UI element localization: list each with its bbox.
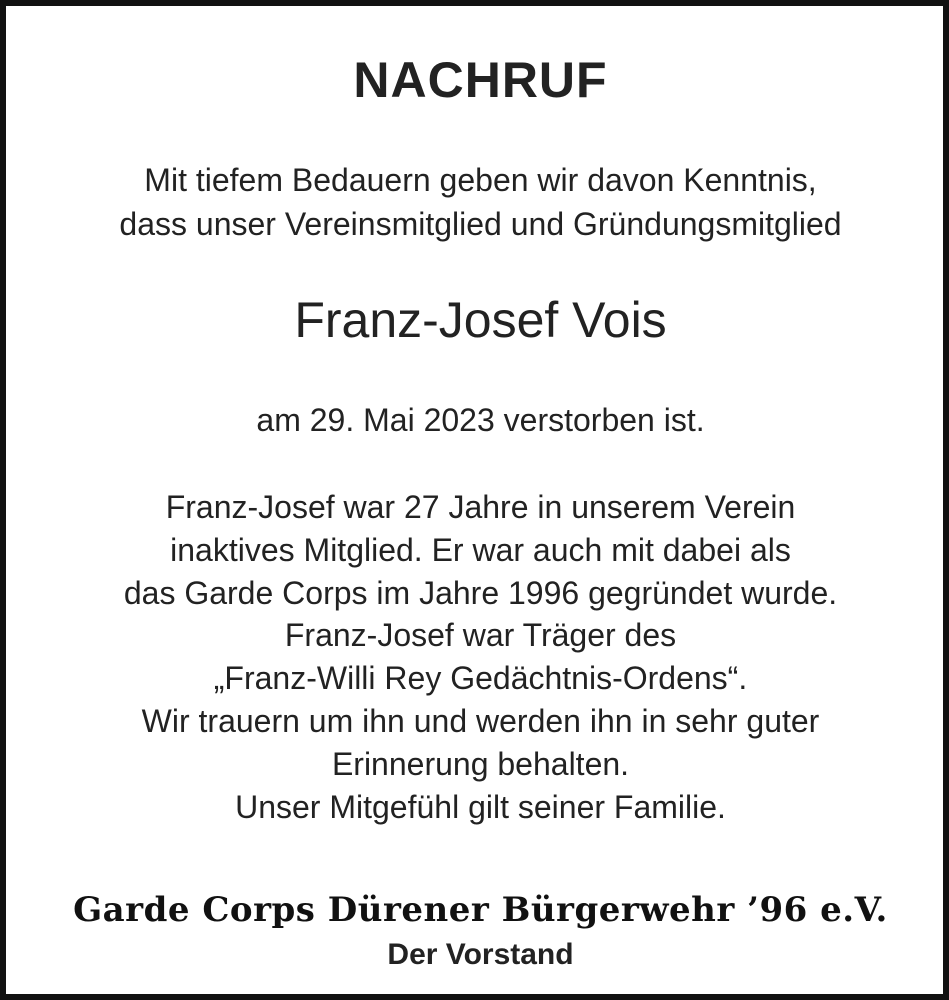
deceased-name: Franz-Josef Vois [294, 292, 667, 348]
body-line: inaktives Mitglied. Er war auch mit dabei als [170, 531, 791, 568]
obituary-title: NACHRUF [353, 52, 608, 108]
intro-line: dass unser Vereinsmitglied und Gründungsmitglied [119, 206, 842, 242]
body-line: das Garde Corps im Jahre 1996 gegründet wurde. [123, 574, 838, 611]
body-line: Franz-Josef war Träger des [284, 617, 677, 654]
intro-text [6, 158, 949, 246]
intro-line: Mit tiefem Bedauern geben wir davon Kenntnis, [144, 162, 817, 198]
date-of-death: am 29. Mai 2023 verstorben ist. [256, 402, 705, 438]
signature: Der Vorstand [387, 938, 574, 971]
body-line: Franz-Josef war 27 Jahre in unserem Verein [165, 489, 796, 525]
club-name: Garde Corps Dürener Bürgerwehr ’96 e.V. [73, 890, 888, 930]
body-line: Unser Mitgefühl gilt seiner Familie. [235, 788, 726, 825]
obituary-body [6, 486, 949, 828]
body-line: Wir trauern um ihn und werden ihn in sehr guter [141, 702, 820, 739]
body-line: Erinnerung behalten. [331, 745, 630, 782]
body-line: „Franz-Willi Rey Gedächtnis-Ordens“. [213, 660, 748, 697]
